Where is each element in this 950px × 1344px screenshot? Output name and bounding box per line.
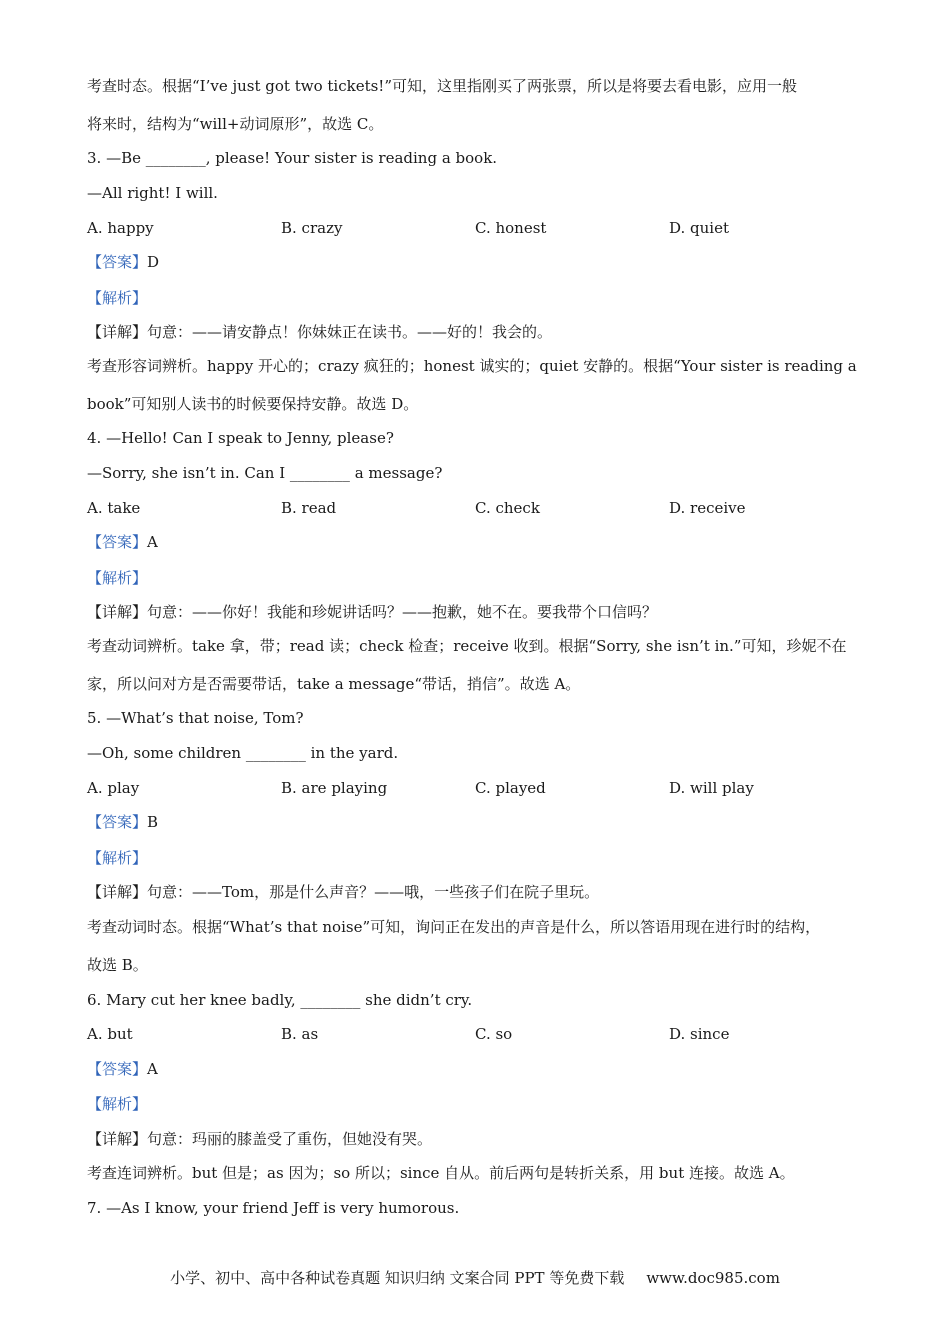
option-b: B. crazy [281, 219, 343, 237]
explanation: 家，所以问对方是否需要带话，take a message“带话，捎信”。故选 A。 [87, 675, 581, 693]
detail-tag: 【详解】 [87, 1130, 148, 1148]
answer-tag: 【答案】 [87, 253, 148, 271]
option-c: C. honest [475, 219, 547, 237]
explanation: book”可知别人读书的时候要保持安静。故选 D。 [87, 395, 419, 413]
option-a: A. take [87, 499, 141, 517]
answer-line [87, 1059, 158, 1079]
analysis-tag: 【解析】 [87, 1095, 148, 1113]
analysis-tag: 【解析】 [87, 849, 148, 867]
footer-text: 小学、初中、高中各种试卷真题 知识归纳 文案合同 PPT 等免费下载 [170, 1269, 625, 1287]
answer-value: D [147, 253, 160, 271]
explanation: 故选 B。 [87, 956, 148, 974]
option-c: C. so [475, 1025, 513, 1043]
answer-tag: 【答案】 [87, 533, 148, 551]
question-stem: 5. —What’s that noise, Tom? [87, 709, 304, 727]
answer-value: A [147, 533, 158, 551]
detail-line [87, 882, 599, 902]
question-reply: —Sorry, she isn’t in. Can I ________ a message? [87, 464, 443, 482]
question-reply: —All right! I will. [87, 184, 218, 202]
explanation: 考查动词时态。根据“What’s that noise”可知，询问正在发出的声音是什么，所以答语用现在进行时的结构， [87, 918, 821, 936]
option-b: B. are playing [281, 779, 388, 797]
answer-line [87, 532, 158, 552]
option-a: A. but [87, 1025, 133, 1043]
answer-value: B [147, 813, 159, 831]
option-b: B. read [281, 499, 337, 517]
explanation: 考查动词辨析。take 拿，带；read 读；check 检查；receive 收到。根据“Sorry, she isn’t in.”可知，珍妮不在 [87, 637, 847, 655]
option-a: A. happy [87, 219, 154, 237]
detail-tag: 【详解】 [87, 883, 148, 901]
detail-text: 句意：——你好！我能和珍妮讲话吗？——抱歉，她不在。要我带个口信吗？ [147, 603, 658, 621]
option-d: D. receive [669, 499, 746, 517]
option-c: C. played [475, 779, 546, 797]
detail-line [87, 322, 552, 342]
explanation: 考查连词辨析。but 但是；as 因为；so 所以；since 自从。前后两句是转折关系，用 but 连接。故选 A。 [87, 1164, 795, 1182]
paragraph: 考查时态。根据“I’ve just got two tickets!”可知，这里指刚买了两张票，所以是将要去看电影，应用一般 [87, 77, 797, 95]
answer-line [87, 252, 159, 272]
explanation: 考查形容词辨析。happy 开心的；crazy 疯狂的；honest 诚实的；quiet 安静的。根据“Your sister is reading a [87, 357, 857, 375]
paragraph: 将来时，结构为“will+动词原形”，故选 C。 [87, 115, 384, 133]
detail-tag: 【详解】 [87, 603, 148, 621]
page-footer [0, 1268, 950, 1288]
question-reply: —Oh, some children ________ in the yard. [87, 744, 399, 762]
detail-line [87, 602, 657, 622]
answer-tag: 【答案】 [87, 1060, 148, 1078]
option-d: D. quiet [669, 219, 729, 237]
analysis-tag: 【解析】 [87, 289, 148, 307]
answer-line [87, 812, 158, 832]
option-d: D. will play [669, 779, 754, 797]
option-c: C. check [475, 499, 540, 517]
question-stem: 3. —Be ________, please! Your sister is reading a book. [87, 149, 498, 167]
detail-line [87, 1129, 432, 1149]
analysis-tag: 【解析】 [87, 569, 148, 587]
answer-value: A [147, 1060, 158, 1078]
option-b: B. as [281, 1025, 319, 1043]
detail-text: 句意：——请安静点！你妹妹正在读书。——好的！我会的。 [147, 323, 553, 341]
footer-link[interactable]: www.doc985.com [646, 1269, 780, 1287]
question-stem: 4. —Hello! Can I speak to Jenny, please? [87, 429, 394, 447]
answer-tag: 【答案】 [87, 813, 148, 831]
detail-text: 句意：玛丽的膝盖受了重伤，但她没有哭。 [147, 1130, 433, 1148]
question-stem: 7. —As I know, your friend Jeff is very humorous. [87, 1199, 460, 1217]
detail-tag: 【详解】 [87, 323, 148, 341]
detail-text: 句意：——Tom，那是什么声音？——哦，一些孩子们在院子里玩。 [147, 883, 600, 901]
option-d: D. since [669, 1025, 730, 1043]
question-stem: 6. Mary cut her knee badly, ________ she didn’t cry. [87, 991, 473, 1009]
option-a: A. play [87, 779, 140, 797]
